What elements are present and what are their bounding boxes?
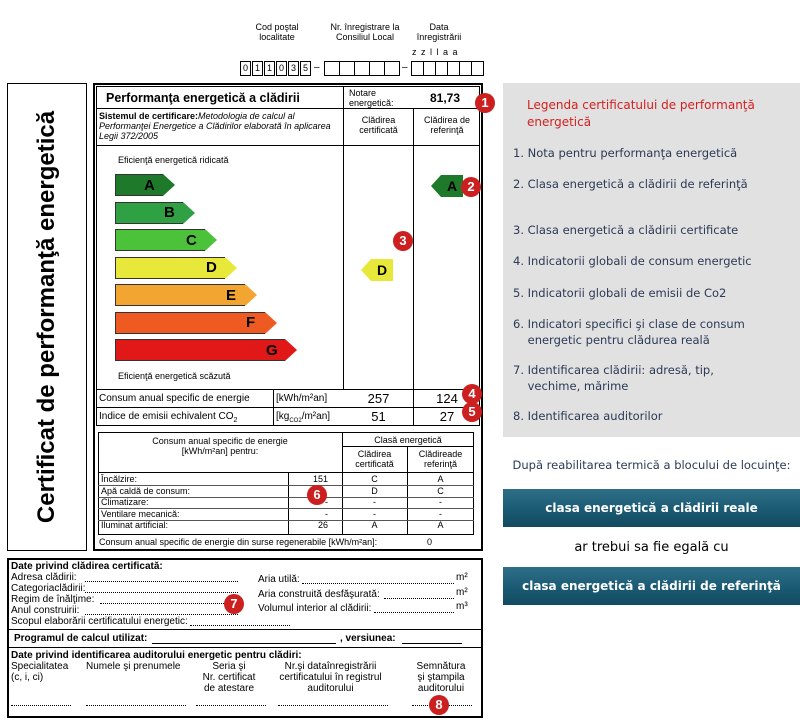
energy-class-label: A	[144, 176, 155, 194]
legend-item-8: 8. Identificarea auditorilor	[513, 409, 663, 423]
specialitatea-field[interactable]	[11, 698, 71, 706]
postal-digit[interactable]: 1	[264, 61, 275, 76]
marker-2: 2	[461, 177, 481, 197]
scopul-label: Scopul elaborării certificatului energetic:	[11, 616, 188, 627]
postal-digit[interactable]: 5	[300, 61, 311, 76]
energy-class-label: D	[206, 259, 217, 276]
sistem-label: Sistemul de certificare:	[99, 111, 199, 121]
nr-cell[interactable]	[384, 61, 400, 76]
postal-digit[interactable]: 0	[240, 61, 251, 76]
legend-item-3: 3. Clasa energetică a clădirii certificate	[513, 223, 739, 237]
consum-ref-value: 124	[436, 391, 458, 406]
marker-3: 3	[393, 231, 413, 251]
col-certificata: Clădirea certificată	[359, 115, 398, 135]
legend-item-2: 2. Clasa energetică a clădirii de referinţă	[513, 177, 748, 191]
col-referinta: Clădirea de referinţă	[423, 115, 471, 135]
adresa-label: Adresa clădirii:	[11, 572, 77, 583]
data-inregistrarii-label: Data înregistrării	[416, 22, 462, 42]
consum-row-value: 26	[317, 520, 328, 530]
notare-label: Notare energetică:	[349, 88, 394, 108]
btn-clasa-reala[interactable]: clasa energetică a clădirii reale	[503, 489, 800, 527]
consum-row-value: 151	[312, 474, 328, 484]
auditor-numele: Numele şi prenumele	[86, 661, 181, 672]
nr-cell[interactable]	[369, 61, 385, 76]
class-letter: A	[441, 175, 463, 197]
energy-class-label: E	[226, 286, 237, 304]
consum-row-ref: -	[439, 497, 442, 507]
consum-row-cert: -	[373, 497, 376, 507]
legend-item-7: 7. Identificarea clădirii: adresă, tip, vechime, mărime	[513, 363, 714, 393]
auditor-title: Date privind identificarea auditorului energetic pentru clădiri:	[11, 650, 302, 661]
btn-clasa-referinta[interactable]: clasa energetică a clădirii de referinţă	[503, 567, 800, 605]
consum-row-cert: -	[373, 508, 376, 519]
anul-field[interactable]	[85, 607, 238, 615]
postal-digit[interactable]: 1	[252, 61, 263, 76]
marker-4: 4	[462, 384, 482, 404]
categoria-label: Categoriaclădirii:	[11, 583, 86, 594]
consum-row-value: -	[325, 497, 328, 507]
categoria-field[interactable]	[85, 585, 238, 593]
consum-table-class-header: Clasă energetică	[374, 435, 442, 445]
cod-postal-label: Cod poştal localitate	[255, 22, 299, 42]
legend-panel	[503, 83, 800, 437]
program-label: Programul de calcul utilizat:	[14, 633, 148, 644]
volum-label: Volumul interior al clădirii:	[258, 603, 372, 614]
date-cell[interactable]	[471, 61, 484, 76]
energy-class-c	[115, 229, 217, 251]
legend-item-4: 4. Indicatorii globali de consum energetic	[513, 254, 752, 268]
consum-row-label: Apă caldă de consum:	[101, 485, 191, 496]
consum-table-header: Consum anual specific de energie [kWh/m²an] pentru:	[152, 436, 288, 456]
vertical-title: Certificat de performanţă energetică	[33, 110, 60, 524]
nr-cell[interactable]	[339, 61, 355, 76]
auditor-nr-data: Nr.şi dataînregistrării certificatului în registrul auditorului	[279, 661, 382, 694]
emisii-cert-value: 51	[371, 409, 386, 424]
consum-unit: [kWh/m²an]	[276, 393, 328, 404]
adresa-field[interactable]	[85, 574, 238, 582]
legend-item-1: 1. Nota pentru performanţa energetică	[513, 146, 738, 160]
legend-item-5: 5. Indicatorii globali de emisii de Co2	[513, 286, 727, 300]
consum-table-sub-cert: Clădirea certificată	[355, 449, 394, 469]
consum-row-cert: D	[371, 485, 378, 496]
energy-class-d	[115, 257, 237, 279]
certified-class-indicator	[361, 259, 393, 281]
performance-title: Performanţa energetică a clădirii	[106, 91, 300, 105]
volum-field[interactable]	[374, 605, 454, 613]
energy-class-b	[115, 202, 195, 224]
energy-class-label: B	[164, 204, 175, 221]
consum-row-ref: -	[439, 508, 442, 519]
nr-data-field[interactable]	[278, 698, 388, 706]
energy-class-f	[115, 312, 277, 334]
consum-row-label: Iluminat artificial:	[101, 520, 169, 530]
aria-constr-field[interactable]	[384, 591, 454, 599]
middle-text: ar trebui sa fie egală cu	[574, 540, 729, 555]
marker-7: 7	[224, 594, 244, 614]
auditor-specialitatea: Specialitatea (c, i, ci)	[11, 661, 69, 683]
postal-digit[interactable]: 3	[288, 61, 299, 76]
energy-class-label: C	[186, 231, 197, 249]
legend-title: Legenda certificatului de performanţă energetică	[527, 98, 755, 129]
aria-constr-label: Aria construită desfăşurată:	[258, 589, 380, 600]
anul-label: Anul construirii:	[11, 605, 80, 616]
aria-constr-unit: m²	[456, 587, 468, 598]
marker-8: 8	[429, 695, 449, 715]
energy-class-label: F	[246, 314, 256, 331]
consum-row-label: Încălzire:	[101, 474, 138, 484]
class-letter: D	[371, 259, 393, 281]
nr-cell[interactable]	[354, 61, 370, 76]
eff-high-label: Eficienţă energetică ridicată	[118, 155, 229, 165]
consum-row-label: Ventilare mecanică:	[101, 508, 180, 519]
nr-cell[interactable]	[324, 61, 340, 76]
consum-row-ref: A	[437, 474, 444, 484]
scopul-field[interactable]	[190, 618, 290, 626]
sistem-text	[99, 111, 342, 141]
seria-field[interactable]	[196, 698, 266, 706]
consum-label: Consum anual specific de energie	[99, 393, 250, 404]
marker-5: 5	[462, 402, 482, 422]
consum-cert-value: 257	[367, 391, 390, 406]
consum-row-cert: C	[371, 474, 378, 484]
regim-label: Regim de înălţime:	[11, 594, 95, 605]
energy-class-e	[115, 284, 257, 306]
postal-digit[interactable]: 0	[276, 61, 287, 76]
marker-6: 6	[307, 485, 327, 505]
eff-low-label: Eficienţă energetică scăzută	[118, 371, 231, 381]
consum-row-value: -	[325, 508, 328, 519]
consum-row-label: Climatizare:	[101, 497, 149, 507]
auditor-semnatura: Semnătura şi ştampila auditorului	[416, 661, 466, 694]
sistem-desc: Metodologia de calcul al Performanţei Energetice a Clădirilor elaborată în aplicarea Legii 372/2005	[99, 111, 331, 141]
consum-row-ref: C	[437, 485, 444, 496]
energy-class-a	[115, 174, 175, 196]
auditor-seria: Seria şi Nr. certificat de atestare	[202, 661, 256, 694]
aria-utila-unit: m²	[456, 572, 468, 583]
nr-inregistrare-label: Nr. înregistrare la Consiliul Local	[330, 22, 400, 42]
aria-utila-field[interactable]	[302, 576, 454, 584]
notare-value: 81,73	[430, 91, 461, 105]
numele-field[interactable]	[86, 698, 186, 706]
regen-value: 0	[427, 537, 433, 547]
after-text: După reabilitarea termică a blocului de locuinţe:	[512, 458, 791, 472]
consum-row-ref: A	[437, 520, 444, 530]
legend-item-6: 6. Indicatori specifici şi clase de consum energetic pentru clădurea reală	[513, 317, 745, 347]
regen-label: Consum anual specific de energie din surse regenerabile [kWh/m²an]:	[99, 537, 378, 547]
versiunea-label: , versiunea:	[340, 633, 396, 644]
date-format-label: z z l l a a	[412, 47, 459, 57]
reference-class-indicator	[431, 175, 463, 197]
volum-unit: m³	[456, 601, 468, 612]
emisii-unit: $[kg_{CO2}/m^2an]$	[276, 411, 331, 424]
emisii-ref-value: 27	[439, 409, 455, 424]
aria-utila-label: Aria utilă:	[258, 574, 300, 585]
regim-field[interactable]	[100, 596, 238, 604]
consum-row-cert: A	[371, 520, 378, 530]
energy-class-label: G	[266, 341, 278, 359]
energy-class-g	[115, 339, 297, 361]
consum-table-sub-ref: Clădireade referinţă	[418, 449, 463, 469]
cladire-title: Date privind clădirea certificată:	[11, 561, 163, 572]
marker-1: 1	[475, 93, 495, 113]
emisii-label: Indice de emisii echivalent $CO_2$	[99, 411, 238, 424]
